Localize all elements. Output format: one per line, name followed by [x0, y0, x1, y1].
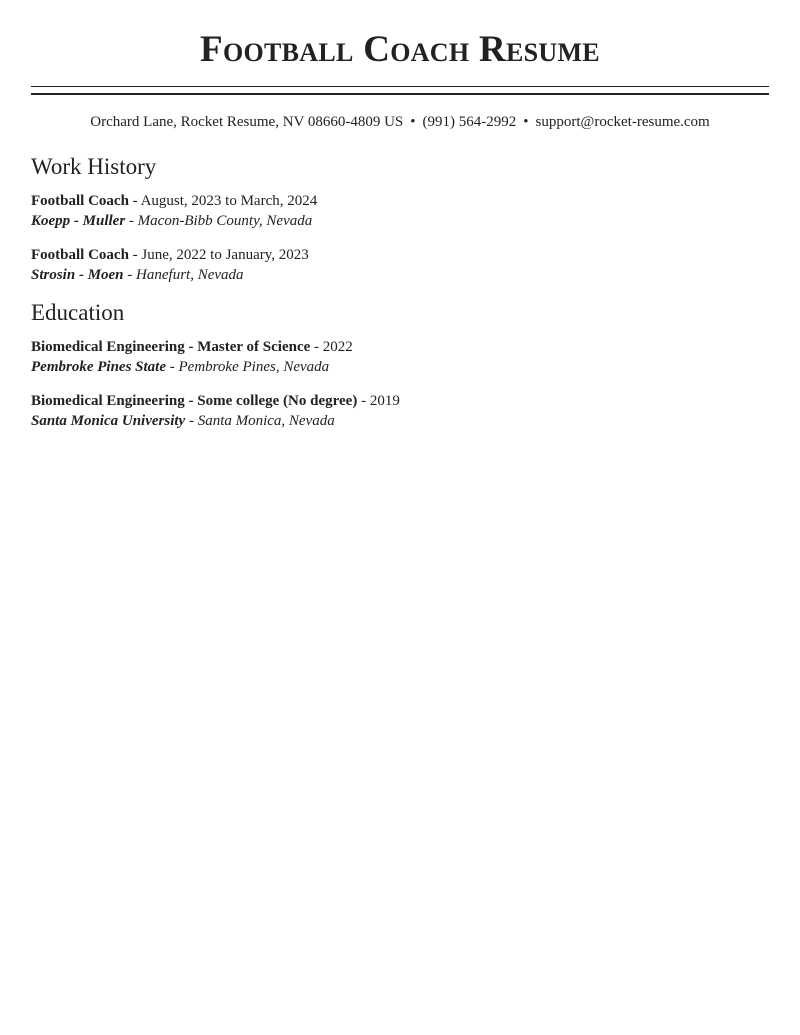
work-entry-title-line: Football Coach - June, 2022 to January, 2023 [31, 247, 309, 263]
resume-title: Football Coach Resume [200, 29, 600, 70]
work-entry [31, 245, 769, 285]
education-entry-school-line: Santa Monica University - Santa Monica, Nevada [31, 413, 335, 429]
school-name: Pembroke Pines State [31, 359, 166, 375]
employer-location: Hanefurt, Nevada [136, 267, 244, 283]
school-location: Santa Monica, Nevada [197, 413, 335, 429]
work-history-heading: Work History [31, 154, 157, 179]
job-dates: August, 2023 to March, 2024 [140, 193, 318, 209]
school-name: Santa Monica University [31, 413, 186, 429]
degree-name: Biomedical Engineering - Master of Science [31, 339, 311, 355]
degree-name: Biomedical Engineering - Some college (No degree) [31, 393, 358, 409]
work-entry-title-line: Football Coach - August, 2023 to March, 2024 [31, 193, 318, 209]
employer-location: Macon-Bibb County, Nevada [137, 213, 313, 229]
contact-line [31, 113, 769, 131]
employer-name: Strosin - Moen [31, 267, 124, 283]
title-divider [31, 86, 769, 95]
contact-email: support@rocket-resume.com [535, 114, 710, 130]
education-heading: Education [31, 300, 125, 325]
education-entry-degree-line: Biomedical Engineering - Master of Science - 2022 [31, 339, 353, 355]
graduation-year: 2022 [322, 339, 353, 355]
graduation-year: 2019 [369, 393, 400, 409]
contact-address: Orchard Lane, Rocket Resume, NV 08660-4809 US [90, 114, 404, 130]
contact-phone: (991) 564-2992 [422, 114, 517, 130]
job-dates: June, 2022 to January, 2023 [141, 247, 309, 263]
work-entry-employer-line: Koepp - Muller - Macon-Bibb County, Nevada [31, 213, 313, 229]
education-entry [31, 337, 769, 377]
job-title: Football Coach [31, 247, 129, 263]
education-entry-degree-line: Biomedical Engineering - Some college (No degree) - 2019 [31, 393, 400, 409]
education-entry-school-line: Pembroke Pines State - Pembroke Pines, Nevada [31, 359, 330, 375]
school-location: Pembroke Pines, Nevada [178, 359, 330, 375]
contact-separator: • [523, 114, 529, 130]
work-entry [31, 191, 769, 231]
contact-separator: • [410, 114, 416, 130]
employer-name: Koepp - Muller [31, 213, 126, 229]
education-entry [31, 391, 769, 431]
job-title: Football Coach [31, 193, 129, 209]
work-entry-employer-line: Strosin - Moen - Hanefurt, Nevada [31, 267, 244, 283]
